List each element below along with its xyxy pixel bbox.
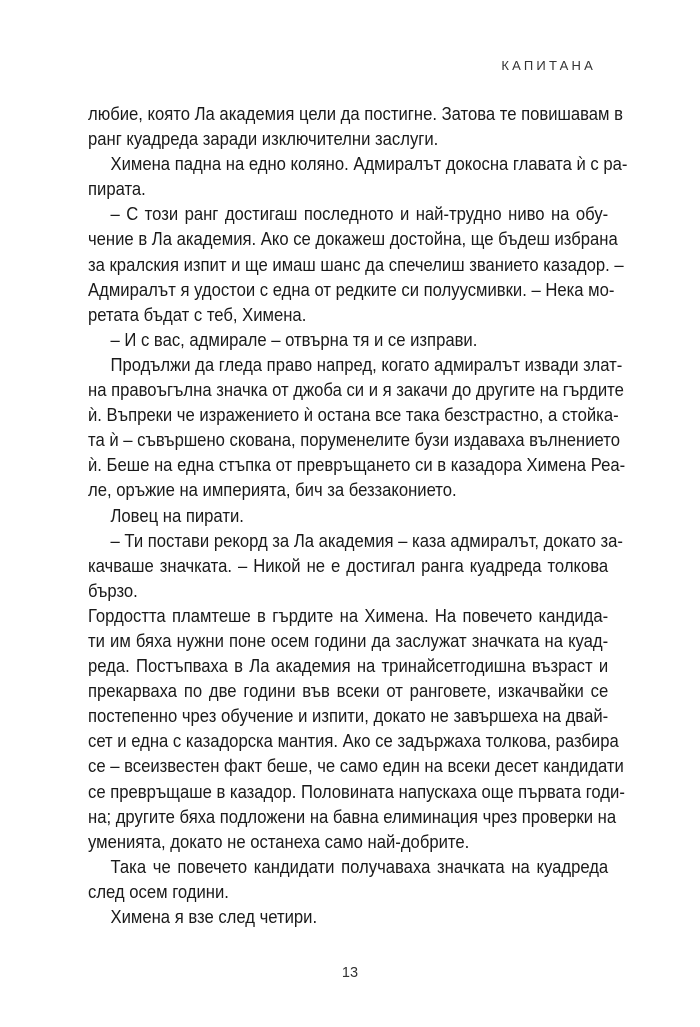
text-line: реда. Постъпваха в Ла академия на тринайсетгодишна възраст и	[88, 655, 609, 677]
text-line: ретата бъдат с теб, Химена.	[88, 303, 307, 325]
text-line: се превръщаше в казадор. Половината напускаха още първата годи-	[88, 780, 625, 802]
text-line: Гордостта пламтеше в гърдите на Химена. На повечето кандида-	[88, 604, 609, 626]
text-line: на правоъгълна значка от джоба си и я закачи до другите на гърдите	[88, 379, 624, 401]
text-line: се – всеизвестен факт беше, че само един на всеки десет кандидати	[88, 755, 624, 777]
text-line: ѝ. Беше на една стъпка от превръщането си в казадора Химена Реа-	[88, 454, 626, 476]
text-line: качваше значката. – Никой не е достигал ранга куадреда толкова	[88, 554, 609, 576]
text-line: ранг куадреда заради изключителни заслуги.	[88, 128, 439, 150]
text-line: ти им бяха нужни поне осем години да заслужат значката на куад-	[88, 629, 609, 651]
text-line: Така че повечето кандидати получаваха значката на куадреда	[110, 855, 609, 877]
text-line: – Ти постави рекорд за Ла академия – каза адмиралът, докато за-	[110, 529, 623, 551]
body-text	[88, 101, 628, 929]
text-line: постепенно чрез обучение и изпити, докато не завършеха на двай-	[88, 705, 609, 727]
text-line: за кралския изпит и ще имаш шанс да спечелиш званието казадор. –	[88, 253, 624, 275]
text-line: ле, оръжие на империята, бич за беззаконието.	[88, 479, 457, 501]
text-line: Химена я взе след четири.	[110, 906, 318, 927]
text-line: прекарваха по две години във всеки от ранговете, изкачвайки се	[88, 680, 609, 702]
text-line: сет и една с казадорска мантия. Ако се задържаха толкова, разбира	[88, 730, 619, 752]
text-line: след осем години.	[88, 880, 229, 902]
text-line: – С този ранг достигаш последното и най-трудно ниво на обу-	[110, 203, 609, 225]
text-line: бързо.	[88, 579, 138, 601]
text-line: Адмиралът я удостои с една от редките си полуусмивки. – Нека мо-	[88, 278, 615, 300]
text-line: уменията, докато не останеха само най-добрите.	[88, 830, 470, 852]
text-line: чение в Ла академия. Ако се докажеш достойна, ще бъдеш избрана	[88, 228, 618, 250]
text-line: Ловец на пирати.	[110, 504, 244, 526]
text-line: та ѝ – съвършено скована, поруменелите бузи издаваха вълнението	[88, 429, 620, 451]
text-line: на; другите бяха подложени на бавна елиминация чрез проверки на	[88, 805, 617, 827]
text-line: ѝ. Въпреки че изражението ѝ остана все така безстрастно, а стойка-	[88, 404, 619, 426]
text-line: пирата.	[88, 178, 146, 200]
text-line: Химена падна на едно коляно. Адмиралът докосна главата ѝ с ра-	[110, 153, 628, 175]
text-line: Продължи да гледа право напред, когато адмиралът извади злат-	[110, 353, 623, 375]
text-line: любие, която Ла академия цели да постигне. Затова те повишавам в	[88, 103, 623, 124]
running-header: КАПИТАНА	[501, 58, 596, 73]
page-number: 13	[341, 965, 359, 981]
text-line: – И с вас, адмирале – отвърна тя и се изправи.	[110, 328, 478, 350]
